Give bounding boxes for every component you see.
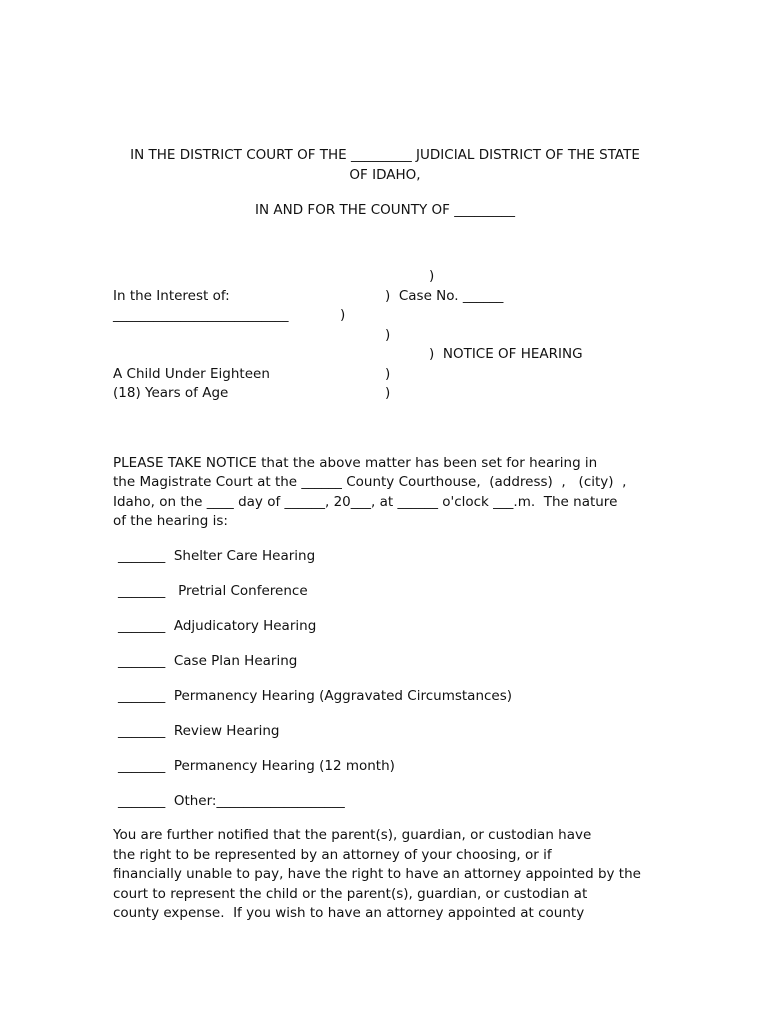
notice-title: ) NOTICE OF HEARING [429, 346, 583, 362]
hearing-option-shelter-care: _______ Shelter Care Hearing [118, 548, 316, 564]
caption-paren: ) [429, 268, 435, 284]
court-heading-line1: IN THE DISTRICT COURT OF THE _________ JUDICIAL DISTRICT OF THE STATE [130, 147, 640, 163]
hearing-option-permanency-aggravated: _______ Permanency Hearing (Aggravated Circumstances) [118, 688, 513, 704]
hearing-option-case-plan: _______ Case Plan Hearing [118, 653, 298, 669]
case-number: ) Case No. ______ [385, 288, 504, 304]
rights-paragraph-line: county expense. If you wish to have an attorney appointed at county [113, 905, 585, 921]
caption-paren: ) [385, 327, 391, 343]
rights-paragraph-line: the right to be represented by an attorney of your choosing, or if [113, 847, 552, 863]
caption-paren: ) [385, 366, 391, 382]
hearing-option-review: _______ Review Hearing [118, 723, 280, 739]
notice-paragraph-line: PLEASE TAKE NOTICE that the above matter has been set for hearing in [113, 455, 598, 471]
caption-paren: ) [340, 307, 346, 323]
court-heading-line2: OF IDAHO, [349, 167, 421, 183]
child-name-blank: __________________________ [113, 307, 289, 323]
child-description-line2: (18) Years of Age [113, 385, 229, 401]
hearing-option-adjudicatory: _______ Adjudicatory Hearing [118, 618, 317, 634]
hearing-option-other: _______ Other:___________________ [118, 793, 345, 809]
caption-paren: ) [385, 385, 391, 401]
rights-paragraph-line: financially unable to pay, have the right to have an attorney appointed by the [113, 866, 641, 882]
interest-label: In the Interest of: [113, 288, 230, 304]
notice-paragraph-line: Idaho, on the ____ day of ______, 20___, at ______ o'clock ___.m. The nature [113, 494, 618, 510]
child-description-line1: A Child Under Eighteen [113, 366, 270, 382]
hearing-option-permanency-12-month: _______ Permanency Hearing (12 month) [118, 758, 395, 774]
county-heading: IN AND FOR THE COUNTY OF _________ [255, 202, 515, 218]
hearing-option-pretrial: _______ Pretrial Conference [118, 583, 308, 599]
notice-paragraph-line: of the hearing is: [113, 513, 228, 529]
notice-paragraph-line: the Magistrate Court at the ______ County Courthouse, (address) , (city) , [113, 474, 627, 490]
rights-paragraph-line: court to represent the child or the parent(s), guardian, or custodian at [113, 886, 588, 902]
rights-paragraph-line: You are further notified that the parent(s), guardian, or custodian have [113, 827, 592, 843]
